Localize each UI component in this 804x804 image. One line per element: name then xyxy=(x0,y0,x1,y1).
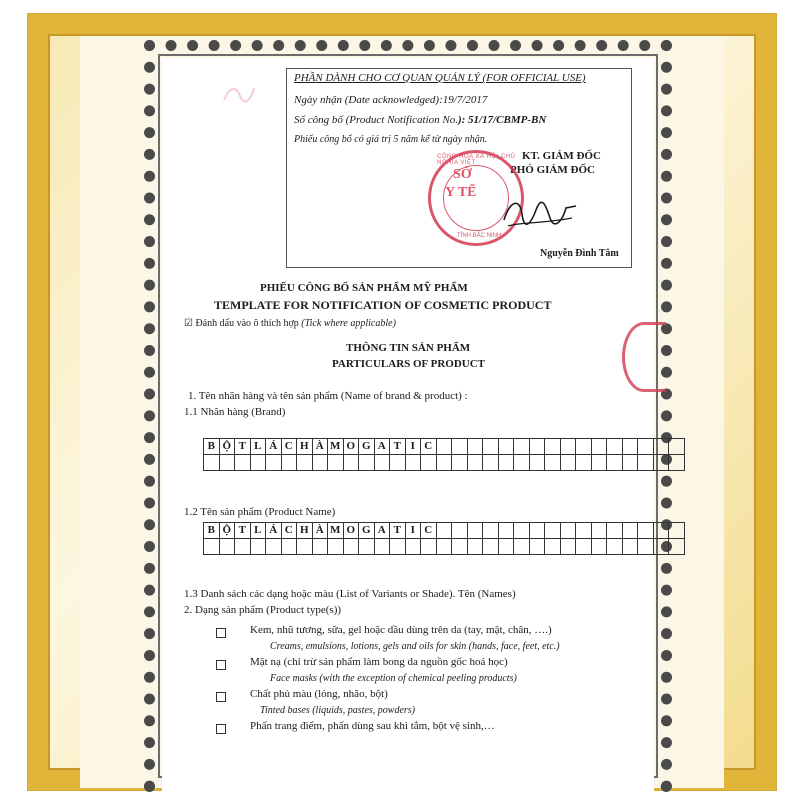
letter-cell xyxy=(514,539,530,555)
letter-cell xyxy=(421,455,437,471)
letter-cell xyxy=(576,455,592,471)
letter-cell xyxy=(499,455,515,471)
letter-cell xyxy=(220,455,236,471)
letter-cell: C xyxy=(421,438,437,455)
letter-cell: T xyxy=(390,438,406,455)
signer-title-2: PHÓ GIÁM ĐỐC xyxy=(510,164,595,176)
letter-cell: Ộ xyxy=(220,438,236,455)
letter-cell xyxy=(359,455,375,471)
letter-cell: Á xyxy=(266,522,282,539)
type-checkbox-3[interactable] xyxy=(216,692,226,702)
letter-cell xyxy=(313,539,329,555)
seal-line-1: SỞ xyxy=(453,167,472,182)
letter-cell: T xyxy=(235,522,251,539)
letter-cell xyxy=(654,539,670,555)
tick-note xyxy=(184,318,396,329)
signer-name: Nguyễn Đình Tâm xyxy=(540,248,619,259)
type-1-vietnamese: Kem, nhũ tương, sữa, gel hoặc dầu dùng trên da (tay, mặt, chân, ….) xyxy=(250,624,552,636)
type-checkbox-2[interactable] xyxy=(216,660,226,670)
letter-cell xyxy=(561,539,577,555)
letter-cell xyxy=(576,438,592,455)
letter-cell xyxy=(592,438,608,455)
letter-cell xyxy=(483,455,499,471)
letter-cell xyxy=(452,438,468,455)
notification-number-value: ): 51/17/CBMP-BN xyxy=(457,114,547,126)
type-3-english: Tinted bases (liquids, pastes, powders) xyxy=(260,705,416,716)
letter-cell xyxy=(220,539,236,555)
section-title-vietnamese: THÔNG TIN SẢN PHẨM xyxy=(346,342,471,354)
letter-cell xyxy=(266,539,282,555)
product-grid-row-1 xyxy=(203,522,685,539)
letter-cell xyxy=(313,455,329,471)
notification-number xyxy=(294,114,546,126)
item-1-2-label: 1.2 Tên sản phẩm (Product Name) xyxy=(184,506,336,518)
letter-cell xyxy=(483,539,499,555)
letter-cell xyxy=(530,539,546,555)
letter-cell xyxy=(545,455,561,471)
type-checkbox-1[interactable] xyxy=(216,628,226,638)
letter-cell xyxy=(297,539,313,555)
item-2-label: 2. Dạng sản phẩm (Product type(s)) xyxy=(184,604,342,616)
letter-cell: G xyxy=(359,438,375,455)
letter-cell xyxy=(375,539,391,555)
seal-bottom-text: TỈNH BẮC NINH xyxy=(457,233,502,239)
letter-cell xyxy=(452,539,468,555)
letter-cell: L xyxy=(251,522,267,539)
seal-top-text: CỘNG HÒA XÃ HỘI CHỦ NGHĨA VIỆT xyxy=(437,154,516,166)
title-english: TEMPLATE FOR NOTIFICATION OF COSMETIC PRODUCT xyxy=(214,298,552,312)
letter-cell xyxy=(514,438,530,455)
letter-cell xyxy=(638,438,654,455)
letter-cell xyxy=(623,539,639,555)
letter-cell xyxy=(437,438,453,455)
brand-grid-row-1 xyxy=(203,438,685,455)
handwritten-signature xyxy=(500,196,580,230)
letter-cell xyxy=(607,522,623,539)
letter-cell xyxy=(654,455,670,471)
letter-cell xyxy=(235,539,251,555)
letter-cell: C xyxy=(282,438,298,455)
validity-note: Phiếu công bố có giá trị 5 năm kể từ ngày nhận. xyxy=(294,134,488,145)
letter-cell xyxy=(344,455,360,471)
official-header: PHẦN DÀNH CHO CƠ QUAN QUẢN LÝ (FOR OFFICIAL USE) xyxy=(294,72,586,84)
letter-cell: T xyxy=(235,438,251,455)
letter-cell xyxy=(592,455,608,471)
letter-cell xyxy=(561,455,577,471)
letter-cell xyxy=(452,455,468,471)
letter-cell: B xyxy=(204,438,220,455)
letter-cell xyxy=(437,539,453,555)
letter-cell xyxy=(266,455,282,471)
partial-seal-edge xyxy=(622,322,666,392)
letter-cell xyxy=(499,522,515,539)
letter-cell xyxy=(607,539,623,555)
letter-cell xyxy=(468,438,484,455)
letter-cell xyxy=(607,455,623,471)
section-title-english: PARTICULARS OF PRODUCT xyxy=(332,358,486,370)
date-acknowledged: Ngày nhận (Date acknowledged):19/7/2017 xyxy=(294,94,488,106)
letter-cell: T xyxy=(390,522,406,539)
letter-cell xyxy=(561,522,577,539)
brand-grid-row-2 xyxy=(203,455,685,471)
letter-cell xyxy=(607,438,623,455)
letter-cell xyxy=(623,522,639,539)
letter-cell xyxy=(483,522,499,539)
letter-cell xyxy=(344,539,360,555)
letter-cell xyxy=(235,455,251,471)
type-2-vietnamese: Mặt nạ (chỉ trừ sản phẩm làm bong da nguồn gốc hoá học) xyxy=(250,656,508,668)
letter-cell xyxy=(483,438,499,455)
letter-cell xyxy=(545,522,561,539)
letter-cell: Á xyxy=(266,438,282,455)
letter-cell: L xyxy=(251,438,267,455)
letter-cell xyxy=(421,539,437,555)
letter-cell xyxy=(297,455,313,471)
letter-cell xyxy=(204,539,220,555)
faint-stamp-mark xyxy=(222,82,256,104)
letter-cell: I xyxy=(406,438,422,455)
type-1-english: Creams, emulsions, lotions, gels and oils for skin (hands, face, feet, etc.) xyxy=(270,641,560,652)
letter-cell xyxy=(282,539,298,555)
letter-cell xyxy=(437,455,453,471)
letter-cell: C xyxy=(282,522,298,539)
letter-cell: O xyxy=(344,438,360,455)
letter-cell xyxy=(561,438,577,455)
letter-cell xyxy=(576,539,592,555)
product-grid-row-2 xyxy=(203,539,685,555)
letter-cell: À xyxy=(313,522,329,539)
signer-title-1: KT. GIÁM ĐỐC xyxy=(522,150,601,162)
letter-cell: H xyxy=(297,438,313,455)
letter-cell xyxy=(592,539,608,555)
letter-cell: H xyxy=(297,522,313,539)
letter-cell: A xyxy=(375,438,391,455)
letter-cell xyxy=(468,539,484,555)
letter-cell: À xyxy=(313,438,329,455)
letter-cell xyxy=(468,455,484,471)
letter-cell xyxy=(654,438,670,455)
type-4-vietnamese: Phấn trang điểm, phấn dùng sau khi tắm, bột vệ sinh,… xyxy=(250,720,495,732)
letter-cell xyxy=(437,522,453,539)
seal-line-2: Y TẾ xyxy=(445,185,477,200)
letter-cell xyxy=(375,455,391,471)
letter-cell xyxy=(530,455,546,471)
letter-cell xyxy=(282,455,298,471)
item-1-1-label: 1.1 Nhãn hàng (Brand) xyxy=(184,406,286,418)
title-vietnamese: PHIẾU CÔNG BỐ SẢN PHẨM MỸ PHẨM xyxy=(260,282,468,294)
letter-cell xyxy=(530,438,546,455)
letter-cell xyxy=(390,455,406,471)
letter-cell xyxy=(576,522,592,539)
type-checkbox-4[interactable] xyxy=(216,724,226,734)
letter-cell xyxy=(499,539,515,555)
tick-note-vietnamese: ☑ Đánh dấu vào ô thích hợp xyxy=(184,318,299,329)
letter-cell xyxy=(514,455,530,471)
letter-cell: M xyxy=(328,438,344,455)
item-1-3-label: 1.3 Danh sách các dạng hoặc màu (List of Variants or Shade). Tên (Names) xyxy=(184,588,516,600)
letter-cell: Ộ xyxy=(220,522,236,539)
letter-cell xyxy=(328,455,344,471)
letter-cell xyxy=(654,522,670,539)
letter-cell xyxy=(499,438,515,455)
letter-cell xyxy=(669,539,685,555)
letter-cell: C xyxy=(421,522,437,539)
letter-cell xyxy=(638,539,654,555)
letter-cell xyxy=(638,455,654,471)
letter-cell: O xyxy=(344,522,360,539)
letter-cell: I xyxy=(406,522,422,539)
item-1-label: 1. Tên nhãn hàng và tên sản phẩm (Name of brand & product) : xyxy=(188,390,468,402)
letter-cell xyxy=(359,539,375,555)
letter-cell xyxy=(623,438,639,455)
letter-cell xyxy=(669,522,685,539)
letter-cell xyxy=(328,539,344,555)
notification-number-label: Số công bố (Product Notification No. xyxy=(294,114,458,126)
letter-cell xyxy=(251,455,267,471)
letter-cell xyxy=(390,539,406,555)
type-3-vietnamese: Chất phủ màu (lỏng, nhão, bột) xyxy=(250,688,388,700)
letter-cell: G xyxy=(359,522,375,539)
letter-cell: B xyxy=(204,522,220,539)
letter-cell: A xyxy=(375,522,391,539)
letter-cell xyxy=(669,455,685,471)
letter-cell xyxy=(406,539,422,555)
letter-cell xyxy=(545,438,561,455)
letter-cell xyxy=(638,522,654,539)
letter-cell xyxy=(251,539,267,555)
letter-cell xyxy=(514,522,530,539)
tick-note-english: (Tick where applicable) xyxy=(301,318,396,329)
letter-cell xyxy=(592,522,608,539)
letter-cell: M xyxy=(328,522,344,539)
letter-cell xyxy=(468,522,484,539)
letter-cell xyxy=(452,522,468,539)
letter-cell xyxy=(204,455,220,471)
letter-cell xyxy=(406,455,422,471)
type-2-english: Face masks (with the exception of chemical peeling products) xyxy=(270,673,517,684)
letter-cell xyxy=(623,455,639,471)
letter-cell xyxy=(530,522,546,539)
letter-cell xyxy=(545,539,561,555)
letter-cell xyxy=(669,438,685,455)
